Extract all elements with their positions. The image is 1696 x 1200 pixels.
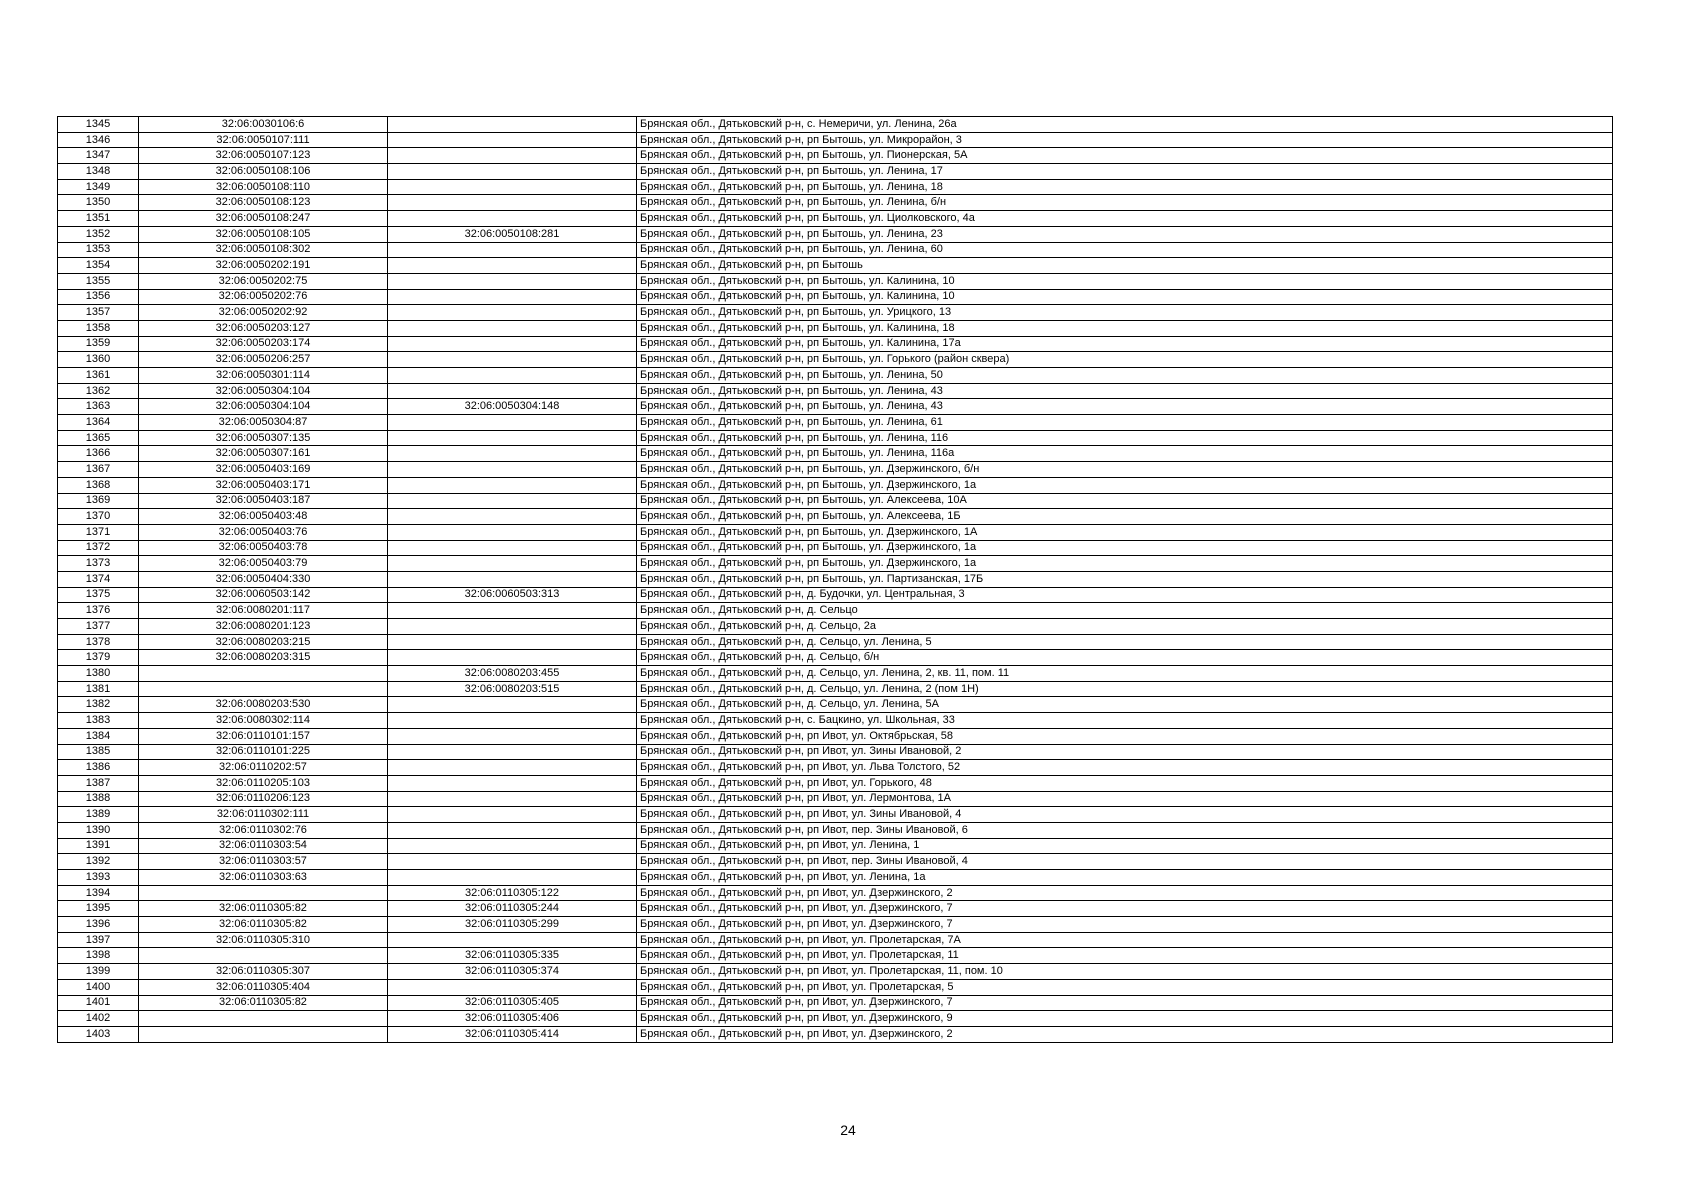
secondary-cadastral-number-cell: 32:06:0050304:148: [388, 399, 637, 415]
table-row: [58, 587, 1613, 603]
address-cell: Брянская обл., Дятьковский р-н, рп Ивот, ул. Лермонтова, 1А: [637, 791, 1613, 807]
address-cell: Брянская обл., Дятьковский р-н, рп Бытошь, ул. Ленина, 18: [637, 179, 1613, 195]
table-row: [58, 305, 1613, 321]
table-row: [58, 164, 1613, 180]
cadastral-number-cell: 32:06:0110303:63: [139, 870, 388, 886]
table-row: [58, 948, 1613, 964]
row-number-cell: 1368: [58, 477, 139, 493]
cadastral-number-cell: 32:06:0050206:257: [139, 352, 388, 368]
cadastral-number-cell: 32:06:0110305:310: [139, 932, 388, 948]
cadastral-number-cell: [139, 1011, 388, 1027]
table-row: [58, 666, 1613, 682]
row-number-cell: 1361: [58, 368, 139, 384]
table-row: [58, 352, 1613, 368]
table-row: [58, 226, 1613, 242]
table-row: [58, 854, 1613, 870]
secondary-cadastral-number-cell: [388, 979, 637, 995]
address-cell: Брянская обл., Дятьковский р-н, рп Бытошь, ул. Дзержинского, б/н: [637, 462, 1613, 478]
table-row: [58, 791, 1613, 807]
table-row: [58, 1011, 1613, 1027]
secondary-cadastral-number-cell: [388, 415, 637, 431]
secondary-cadastral-number-cell: 32:06:0110305:414: [388, 1026, 637, 1042]
table-row: [58, 697, 1613, 713]
cadastral-number-cell: 32:06:0050202:191: [139, 258, 388, 274]
secondary-cadastral-number-cell: [388, 493, 637, 509]
row-number-cell: 1362: [58, 383, 139, 399]
address-cell: Брянская обл., Дятьковский р-н, рп Ивот, ул. Горького, 48: [637, 775, 1613, 791]
secondary-cadastral-number-cell: [388, 320, 637, 336]
cadastral-number-cell: 32:06:0050203:174: [139, 336, 388, 352]
secondary-cadastral-number-cell: [388, 258, 637, 274]
cadastral-number-cell: 32:06:0050403:76: [139, 524, 388, 540]
cadastral-number-cell: 32:06:0080201:117: [139, 603, 388, 619]
cadastral-number-cell: 32:06:0050107:111: [139, 132, 388, 148]
row-number-cell: 1384: [58, 728, 139, 744]
secondary-cadastral-number-cell: 32:06:0110305:299: [388, 917, 637, 933]
row-number-cell: 1397: [58, 932, 139, 948]
cadastral-number-cell: 32:06:0110202:57: [139, 760, 388, 776]
address-cell: Брянская обл., Дятьковский р-н, рп Бытошь, ул. Пионерская, 5А: [637, 148, 1613, 164]
table-row: [58, 320, 1613, 336]
cadastral-number-cell: 32:06:0050108:247: [139, 211, 388, 227]
secondary-cadastral-number-cell: 32:06:0110305:335: [388, 948, 637, 964]
cadastral-number-cell: 32:06:0050203:127: [139, 320, 388, 336]
cadastral-number-cell: 32:06:0110305:82: [139, 901, 388, 917]
table-row: [58, 211, 1613, 227]
cadastral-number-cell: 32:06:0050304:104: [139, 383, 388, 399]
secondary-cadastral-number-cell: 32:06:0110305:122: [388, 885, 637, 901]
secondary-cadastral-number-cell: 32:06:0110305:244: [388, 901, 637, 917]
address-cell: Брянская обл., Дятьковский р-н, рп Бытошь, ул. Урицкого, 13: [637, 305, 1613, 321]
cadastral-number-cell: [139, 666, 388, 682]
cadastral-number-cell: 32:06:0050307:161: [139, 446, 388, 462]
table-row: [58, 713, 1613, 729]
row-number-cell: 1346: [58, 132, 139, 148]
secondary-cadastral-number-cell: 32:06:0110305:405: [388, 995, 637, 1011]
table-row: [58, 885, 1613, 901]
secondary-cadastral-number-cell: [388, 603, 637, 619]
cadastral-number-cell: 32:06:0110101:157: [139, 728, 388, 744]
address-cell: Брянская обл., Дятьковский р-н, рп Ивот, ул. Пролетарская, 7А: [637, 932, 1613, 948]
cadastral-number-cell: 32:06:0050108:105: [139, 226, 388, 242]
address-cell: Брянская обл., Дятьковский р-н, рп Ивот, ул. Льва Толстого, 52: [637, 760, 1613, 776]
address-cell: Брянская обл., Дятьковский р-н, рп Бытошь, ул. Ленина, б/н: [637, 195, 1613, 211]
cadastral-number-cell: 32:06:0050404:330: [139, 571, 388, 587]
row-number-cell: 1355: [58, 273, 139, 289]
address-cell: Брянская обл., Дятьковский р-н, рп Ивот, ул. Дзержинского, 7: [637, 917, 1613, 933]
table-row: [58, 258, 1613, 274]
cadastral-number-cell: 32:06:0030106:6: [139, 117, 388, 133]
address-cell: Брянская обл., Дятьковский р-н, д. Сельцо, ул. Ленина, 5: [637, 634, 1613, 650]
row-number-cell: 1393: [58, 870, 139, 886]
page-number: 24: [840, 1122, 856, 1138]
secondary-cadastral-number-cell: 32:06:0080203:455: [388, 666, 637, 682]
cadastral-number-cell: 32:06:0080203:530: [139, 697, 388, 713]
secondary-cadastral-number-cell: [388, 132, 637, 148]
address-cell: Брянская обл., Дятьковский р-н, рп Бытошь, ул. Микрорайон, 3: [637, 132, 1613, 148]
cadastral-number-cell: 32:06:0110305:307: [139, 964, 388, 980]
table-row: [58, 509, 1613, 525]
secondary-cadastral-number-cell: [388, 509, 637, 525]
secondary-cadastral-number-cell: [388, 744, 637, 760]
secondary-cadastral-number-cell: [388, 289, 637, 305]
cadastral-number-cell: 32:06:0050202:92: [139, 305, 388, 321]
table-row: [58, 179, 1613, 195]
table-row: [58, 336, 1613, 352]
address-cell: Брянская обл., Дятьковский р-н, д. Сельцо: [637, 603, 1613, 619]
secondary-cadastral-number-cell: [388, 462, 637, 478]
address-cell: Брянская обл., Дятьковский р-н, с. Немеричи, ул. Ленина, 26а: [637, 117, 1613, 133]
cadastral-number-cell: 32:06:0080203:315: [139, 650, 388, 666]
address-cell: Брянская обл., Дятьковский р-н, рп Ивот, ул. Зины Ивановой, 4: [637, 807, 1613, 823]
secondary-cadastral-number-cell: [388, 838, 637, 854]
table-row: [58, 399, 1613, 415]
address-cell: Брянская обл., Дятьковский р-н, рп Бытошь, ул. Калинина, 18: [637, 320, 1613, 336]
address-cell: Брянская обл., Дятьковский р-н, с. Бацкино, ул. Школьная, 33: [637, 713, 1613, 729]
secondary-cadastral-number-cell: [388, 211, 637, 227]
cadastral-number-cell: 32:06:0050304:104: [139, 399, 388, 415]
address-cell: Брянская обл., Дятьковский р-н, рп Бытошь, ул. Ленина, 23: [637, 226, 1613, 242]
cadastral-number-cell: [139, 885, 388, 901]
table-row: [58, 603, 1613, 619]
row-number-cell: 1377: [58, 619, 139, 635]
secondary-cadastral-number-cell: [388, 430, 637, 446]
secondary-cadastral-number-cell: [388, 383, 637, 399]
table-row: [58, 195, 1613, 211]
secondary-cadastral-number-cell: [388, 619, 637, 635]
row-number-cell: 1351: [58, 211, 139, 227]
secondary-cadastral-number-cell: [388, 775, 637, 791]
row-number-cell: 1369: [58, 493, 139, 509]
cadastral-number-cell: 32:06:0050108:123: [139, 195, 388, 211]
address-cell: Брянская обл., Дятьковский р-н, рп Бытошь, ул. Ленина, 17: [637, 164, 1613, 180]
secondary-cadastral-number-cell: 32:06:0110305:406: [388, 1011, 637, 1027]
address-cell: Брянская обл., Дятьковский р-н, рп Бытошь, ул. Ленина, 43: [637, 383, 1613, 399]
secondary-cadastral-number-cell: [388, 571, 637, 587]
table-row: [58, 415, 1613, 431]
row-number-cell: 1366: [58, 446, 139, 462]
row-number-cell: 1360: [58, 352, 139, 368]
secondary-cadastral-number-cell: [388, 556, 637, 572]
secondary-cadastral-number-cell: [388, 477, 637, 493]
table-row: [58, 117, 1613, 133]
row-number-cell: 1365: [58, 430, 139, 446]
address-cell: Брянская обл., Дятьковский р-н, рп Бытошь, ул. Ленина, 116а: [637, 446, 1613, 462]
row-number-cell: 1403: [58, 1026, 139, 1042]
address-cell: Брянская обл., Дятьковский р-н, рп Ивот, ул. Дзержинского, 2: [637, 1026, 1613, 1042]
row-number-cell: 1398: [58, 948, 139, 964]
cadastral-number-cell: 32:06:0050304:87: [139, 415, 388, 431]
secondary-cadastral-number-cell: [388, 305, 637, 321]
address-cell: Брянская обл., Дятьковский р-н, рп Ивот, ул. Ленина, 1: [637, 838, 1613, 854]
secondary-cadastral-number-cell: [388, 352, 637, 368]
row-number-cell: 1350: [58, 195, 139, 211]
table-row: [58, 1026, 1613, 1042]
table-row: [58, 540, 1613, 556]
cadastral-number-cell: 32:06:0050301:114: [139, 368, 388, 384]
address-cell: Брянская обл., Дятьковский р-н, рп Ивот, пер. Зины Ивановой, 6: [637, 822, 1613, 838]
cadastral-number-cell: 32:06:0050202:75: [139, 273, 388, 289]
row-number-cell: 1358: [58, 320, 139, 336]
cadastral-number-cell: 32:06:0110302:76: [139, 822, 388, 838]
secondary-cadastral-number-cell: [388, 524, 637, 540]
secondary-cadastral-number-cell: [388, 195, 637, 211]
row-number-cell: 1382: [58, 697, 139, 713]
address-cell: Брянская обл., Дятьковский р-н, рп Бытошь, ул. Алексеева, 10А: [637, 493, 1613, 509]
table-row: [58, 979, 1613, 995]
table-row: [58, 634, 1613, 650]
row-number-cell: 1392: [58, 854, 139, 870]
cadastral-number-cell: 32:06:0050403:48: [139, 509, 388, 525]
address-cell: Брянская обл., Дятьковский р-н, рп Бытошь, ул. Ленина, 61: [637, 415, 1613, 431]
address-cell: Брянская обл., Дятьковский р-н, д. Сельцо, ул. Ленина, 2, кв. 11, пом. 11: [637, 666, 1613, 682]
row-number-cell: 1367: [58, 462, 139, 478]
row-number-cell: 1364: [58, 415, 139, 431]
row-number-cell: 1390: [58, 822, 139, 838]
row-number-cell: 1401: [58, 995, 139, 1011]
row-number-cell: 1352: [58, 226, 139, 242]
table-row: [58, 289, 1613, 305]
row-number-cell: 1400: [58, 979, 139, 995]
address-cell: Брянская обл., Дятьковский р-н, рп Ивот, ул. Пролетарская, 11: [637, 948, 1613, 964]
row-number-cell: 1395: [58, 901, 139, 917]
secondary-cadastral-number-cell: [388, 540, 637, 556]
table-row: [58, 775, 1613, 791]
row-number-cell: 1394: [58, 885, 139, 901]
row-number-cell: 1348: [58, 164, 139, 180]
table-row: [58, 148, 1613, 164]
secondary-cadastral-number-cell: [388, 791, 637, 807]
row-number-cell: 1349: [58, 179, 139, 195]
cadastral-number-cell: 32:06:0110305:82: [139, 995, 388, 1011]
cadastral-number-cell: [139, 681, 388, 697]
secondary-cadastral-number-cell: [388, 273, 637, 289]
row-number-cell: 1359: [58, 336, 139, 352]
table-row: [58, 462, 1613, 478]
secondary-cadastral-number-cell: [388, 242, 637, 258]
table-row: [58, 524, 1613, 540]
table-row: [58, 681, 1613, 697]
cadastral-number-cell: 32:06:0110305:82: [139, 917, 388, 933]
row-number-cell: 1386: [58, 760, 139, 776]
secondary-cadastral-number-cell: [388, 650, 637, 666]
table-row: [58, 383, 1613, 399]
row-number-cell: 1399: [58, 964, 139, 980]
address-cell: Брянская обл., Дятьковский р-н, рп Ивот, ул. Пролетарская, 5: [637, 979, 1613, 995]
address-cell: Брянская обл., Дятьковский р-н, д. Будочки, ул. Центральная, 3: [637, 587, 1613, 603]
table-row: [58, 807, 1613, 823]
table-row: [58, 995, 1613, 1011]
table-row: [58, 728, 1613, 744]
address-cell: Брянская обл., Дятьковский р-н, рп Бытошь, ул. Калинина, 10: [637, 289, 1613, 305]
cadastral-number-cell: 32:06:0110305:404: [139, 979, 388, 995]
address-cell: Брянская обл., Дятьковский р-н, рп Бытошь, ул. Калинина, 10: [637, 273, 1613, 289]
secondary-cadastral-number-cell: [388, 822, 637, 838]
table-row: [58, 477, 1613, 493]
cadastral-number-cell: 32:06:0060503:142: [139, 587, 388, 603]
address-cell: Брянская обл., Дятьковский р-н, рп Бытошь, ул. Дзержинского, 1а: [637, 540, 1613, 556]
row-number-cell: 1388: [58, 791, 139, 807]
secondary-cadastral-number-cell: [388, 807, 637, 823]
address-cell: Брянская обл., Дятьковский р-н, рп Бытошь, ул. Ленина, 43: [637, 399, 1613, 415]
table-row: [58, 430, 1613, 446]
table-row: [58, 917, 1613, 933]
cadastral-number-cell: 32:06:0080201:123: [139, 619, 388, 635]
table-body: [58, 117, 1613, 1043]
address-cell: Брянская обл., Дятьковский р-н, рп Ивот, ул. Ленина, 1а: [637, 870, 1613, 886]
address-cell: Брянская обл., Дятьковский р-н, рп Ивот, ул. Зины Ивановой, 2: [637, 744, 1613, 760]
cadastral-number-cell: 32:06:0050403:169: [139, 462, 388, 478]
address-cell: Брянская обл., Дятьковский р-н, рп Ивот, ул. Дзержинского, 7: [637, 901, 1613, 917]
cadastral-number-cell: 32:06:0050108:106: [139, 164, 388, 180]
secondary-cadastral-number-cell: [388, 697, 637, 713]
row-number-cell: 1356: [58, 289, 139, 305]
table-row: [58, 571, 1613, 587]
row-number-cell: 1375: [58, 587, 139, 603]
address-cell: Брянская обл., Дятьковский р-н, рп Ивот, ул. Дзержинского, 9: [637, 1011, 1613, 1027]
row-number-cell: 1380: [58, 666, 139, 682]
row-number-cell: 1363: [58, 399, 139, 415]
row-number-cell: 1383: [58, 713, 139, 729]
address-cell: Брянская обл., Дятьковский р-н, рп Бытошь, ул. Дзержинского, 1а: [637, 477, 1613, 493]
address-cell: Брянская обл., Дятьковский р-н, рп Бытошь, ул. Калинина, 17а: [637, 336, 1613, 352]
table-row: [58, 822, 1613, 838]
table-row: [58, 744, 1613, 760]
secondary-cadastral-number-cell: 32:06:0050108:281: [388, 226, 637, 242]
address-cell: Брянская обл., Дятьковский р-н, рп Бытошь, ул. Циолковского, 4а: [637, 211, 1613, 227]
cadastral-number-cell: 32:06:0110206:123: [139, 791, 388, 807]
secondary-cadastral-number-cell: [388, 336, 637, 352]
table-row: [58, 132, 1613, 148]
cadastral-number-cell: 32:06:0110101:225: [139, 744, 388, 760]
row-number-cell: 1402: [58, 1011, 139, 1027]
secondary-cadastral-number-cell: [388, 179, 637, 195]
address-cell: Брянская обл., Дятьковский р-н, д. Сельцо, ул. Ленина, 2 (пом 1Н): [637, 681, 1613, 697]
row-number-cell: 1357: [58, 305, 139, 321]
cadastral-number-cell: [139, 1026, 388, 1042]
secondary-cadastral-number-cell: [388, 634, 637, 650]
table-row: [58, 870, 1613, 886]
cadastral-number-cell: 32:06:0110303:54: [139, 838, 388, 854]
row-number-cell: 1374: [58, 571, 139, 587]
secondary-cadastral-number-cell: 32:06:0080203:515: [388, 681, 637, 697]
address-cell: Брянская обл., Дятьковский р-н, рп Бытошь, ул. Алексеева, 1Б: [637, 509, 1613, 525]
cadastral-number-cell: 32:06:0050403:79: [139, 556, 388, 572]
secondary-cadastral-number-cell: 32:06:0060503:313: [388, 587, 637, 603]
table-row: [58, 838, 1613, 854]
row-number-cell: 1371: [58, 524, 139, 540]
row-number-cell: 1354: [58, 258, 139, 274]
table-row: [58, 901, 1613, 917]
cadastral-number-cell: 32:06:0080302:114: [139, 713, 388, 729]
address-cell: Брянская обл., Дятьковский р-н, рп Ивот, ул. Дзержинского, 2: [637, 885, 1613, 901]
row-number-cell: 1353: [58, 242, 139, 258]
row-number-cell: 1396: [58, 917, 139, 933]
address-cell: Брянская обл., Дятьковский р-н, рп Бытошь, ул. Ленина, 60: [637, 242, 1613, 258]
address-cell: Брянская обл., Дятьковский р-н, д. Сельцо, б/н: [637, 650, 1613, 666]
address-cell: Брянская обл., Дятьковский р-н, рп Бытошь, ул. Ленина, 50: [637, 368, 1613, 384]
secondary-cadastral-number-cell: [388, 854, 637, 870]
secondary-cadastral-number-cell: [388, 446, 637, 462]
table-row: [58, 446, 1613, 462]
property-table: [57, 116, 1613, 1043]
row-number-cell: 1385: [58, 744, 139, 760]
cadastral-number-cell: 32:06:0050107:123: [139, 148, 388, 164]
secondary-cadastral-number-cell: [388, 368, 637, 384]
secondary-cadastral-number-cell: [388, 164, 637, 180]
cadastral-number-cell: [139, 948, 388, 964]
row-number-cell: 1381: [58, 681, 139, 697]
table-row: [58, 493, 1613, 509]
row-number-cell: 1373: [58, 556, 139, 572]
table-row: [58, 556, 1613, 572]
address-cell: Брянская обл., Дятьковский р-н, д. Сельцо, ул. Ленина, 5А: [637, 697, 1613, 713]
address-cell: Брянская обл., Дятьковский р-н, рп Бытошь, ул. Партизанская, 17Б: [637, 571, 1613, 587]
address-cell: Брянская обл., Дятьковский р-н, рп Бытошь: [637, 258, 1613, 274]
row-number-cell: 1387: [58, 775, 139, 791]
cadastral-number-cell: 32:06:0050307:135: [139, 430, 388, 446]
row-number-cell: 1376: [58, 603, 139, 619]
table-row: [58, 932, 1613, 948]
cadastral-number-cell: 32:06:0050403:187: [139, 493, 388, 509]
address-cell: Брянская обл., Дятьковский р-н, рп Бытошь, ул. Горького (район сквера): [637, 352, 1613, 368]
secondary-cadastral-number-cell: [388, 713, 637, 729]
row-number-cell: 1370: [58, 509, 139, 525]
secondary-cadastral-number-cell: [388, 117, 637, 133]
cadastral-number-cell: 32:06:0110302:111: [139, 807, 388, 823]
row-number-cell: 1391: [58, 838, 139, 854]
cadastral-number-cell: 32:06:0110205:103: [139, 775, 388, 791]
table-row: [58, 273, 1613, 289]
address-cell: Брянская обл., Дятьковский р-н, рп Бытошь, ул. Дзержинского, 1а: [637, 556, 1613, 572]
cadastral-number-cell: 32:06:0050108:302: [139, 242, 388, 258]
table-row: [58, 619, 1613, 635]
address-cell: Брянская обл., Дятьковский р-н, рп Ивот, ул. Пролетарская, 11, пом. 10: [637, 964, 1613, 980]
row-number-cell: 1372: [58, 540, 139, 556]
cadastral-number-cell: 32:06:0050403:78: [139, 540, 388, 556]
address-cell: Брянская обл., Дятьковский р-н, рп Бытошь, ул. Дзержинского, 1А: [637, 524, 1613, 540]
secondary-cadastral-number-cell: [388, 932, 637, 948]
table-row: [58, 760, 1613, 776]
cadastral-number-cell: 32:06:0050108:110: [139, 179, 388, 195]
row-number-cell: 1378: [58, 634, 139, 650]
address-cell: Брянская обл., Дятьковский р-н, рп Ивот, ул. Октябрьская, 58: [637, 728, 1613, 744]
secondary-cadastral-number-cell: [388, 148, 637, 164]
table-row: [58, 964, 1613, 980]
table-row: [58, 368, 1613, 384]
address-cell: Брянская обл., Дятьковский р-н, д. Сельцо, 2а: [637, 619, 1613, 635]
row-number-cell: 1345: [58, 117, 139, 133]
row-number-cell: 1347: [58, 148, 139, 164]
secondary-cadastral-number-cell: [388, 870, 637, 886]
row-number-cell: 1389: [58, 807, 139, 823]
cadastral-number-cell: 32:06:0080203:215: [139, 634, 388, 650]
cadastral-number-cell: 32:06:0050403:171: [139, 477, 388, 493]
address-cell: Брянская обл., Дятьковский р-н, рп Бытошь, ул. Ленина, 116: [637, 430, 1613, 446]
address-cell: Брянская обл., Дятьковский р-н, рп Ивот, ул. Дзержинского, 7: [637, 995, 1613, 1011]
row-number-cell: 1379: [58, 650, 139, 666]
cadastral-number-cell: 32:06:0110303:57: [139, 854, 388, 870]
secondary-cadastral-number-cell: [388, 760, 637, 776]
cadastral-number-cell: 32:06:0050202:76: [139, 289, 388, 305]
address-cell: Брянская обл., Дятьковский р-н, рп Ивот, пер. Зины Ивановой, 4: [637, 854, 1613, 870]
table-row: [58, 650, 1613, 666]
secondary-cadastral-number-cell: 32:06:0110305:374: [388, 964, 637, 980]
secondary-cadastral-number-cell: [388, 728, 637, 744]
table-row: [58, 242, 1613, 258]
